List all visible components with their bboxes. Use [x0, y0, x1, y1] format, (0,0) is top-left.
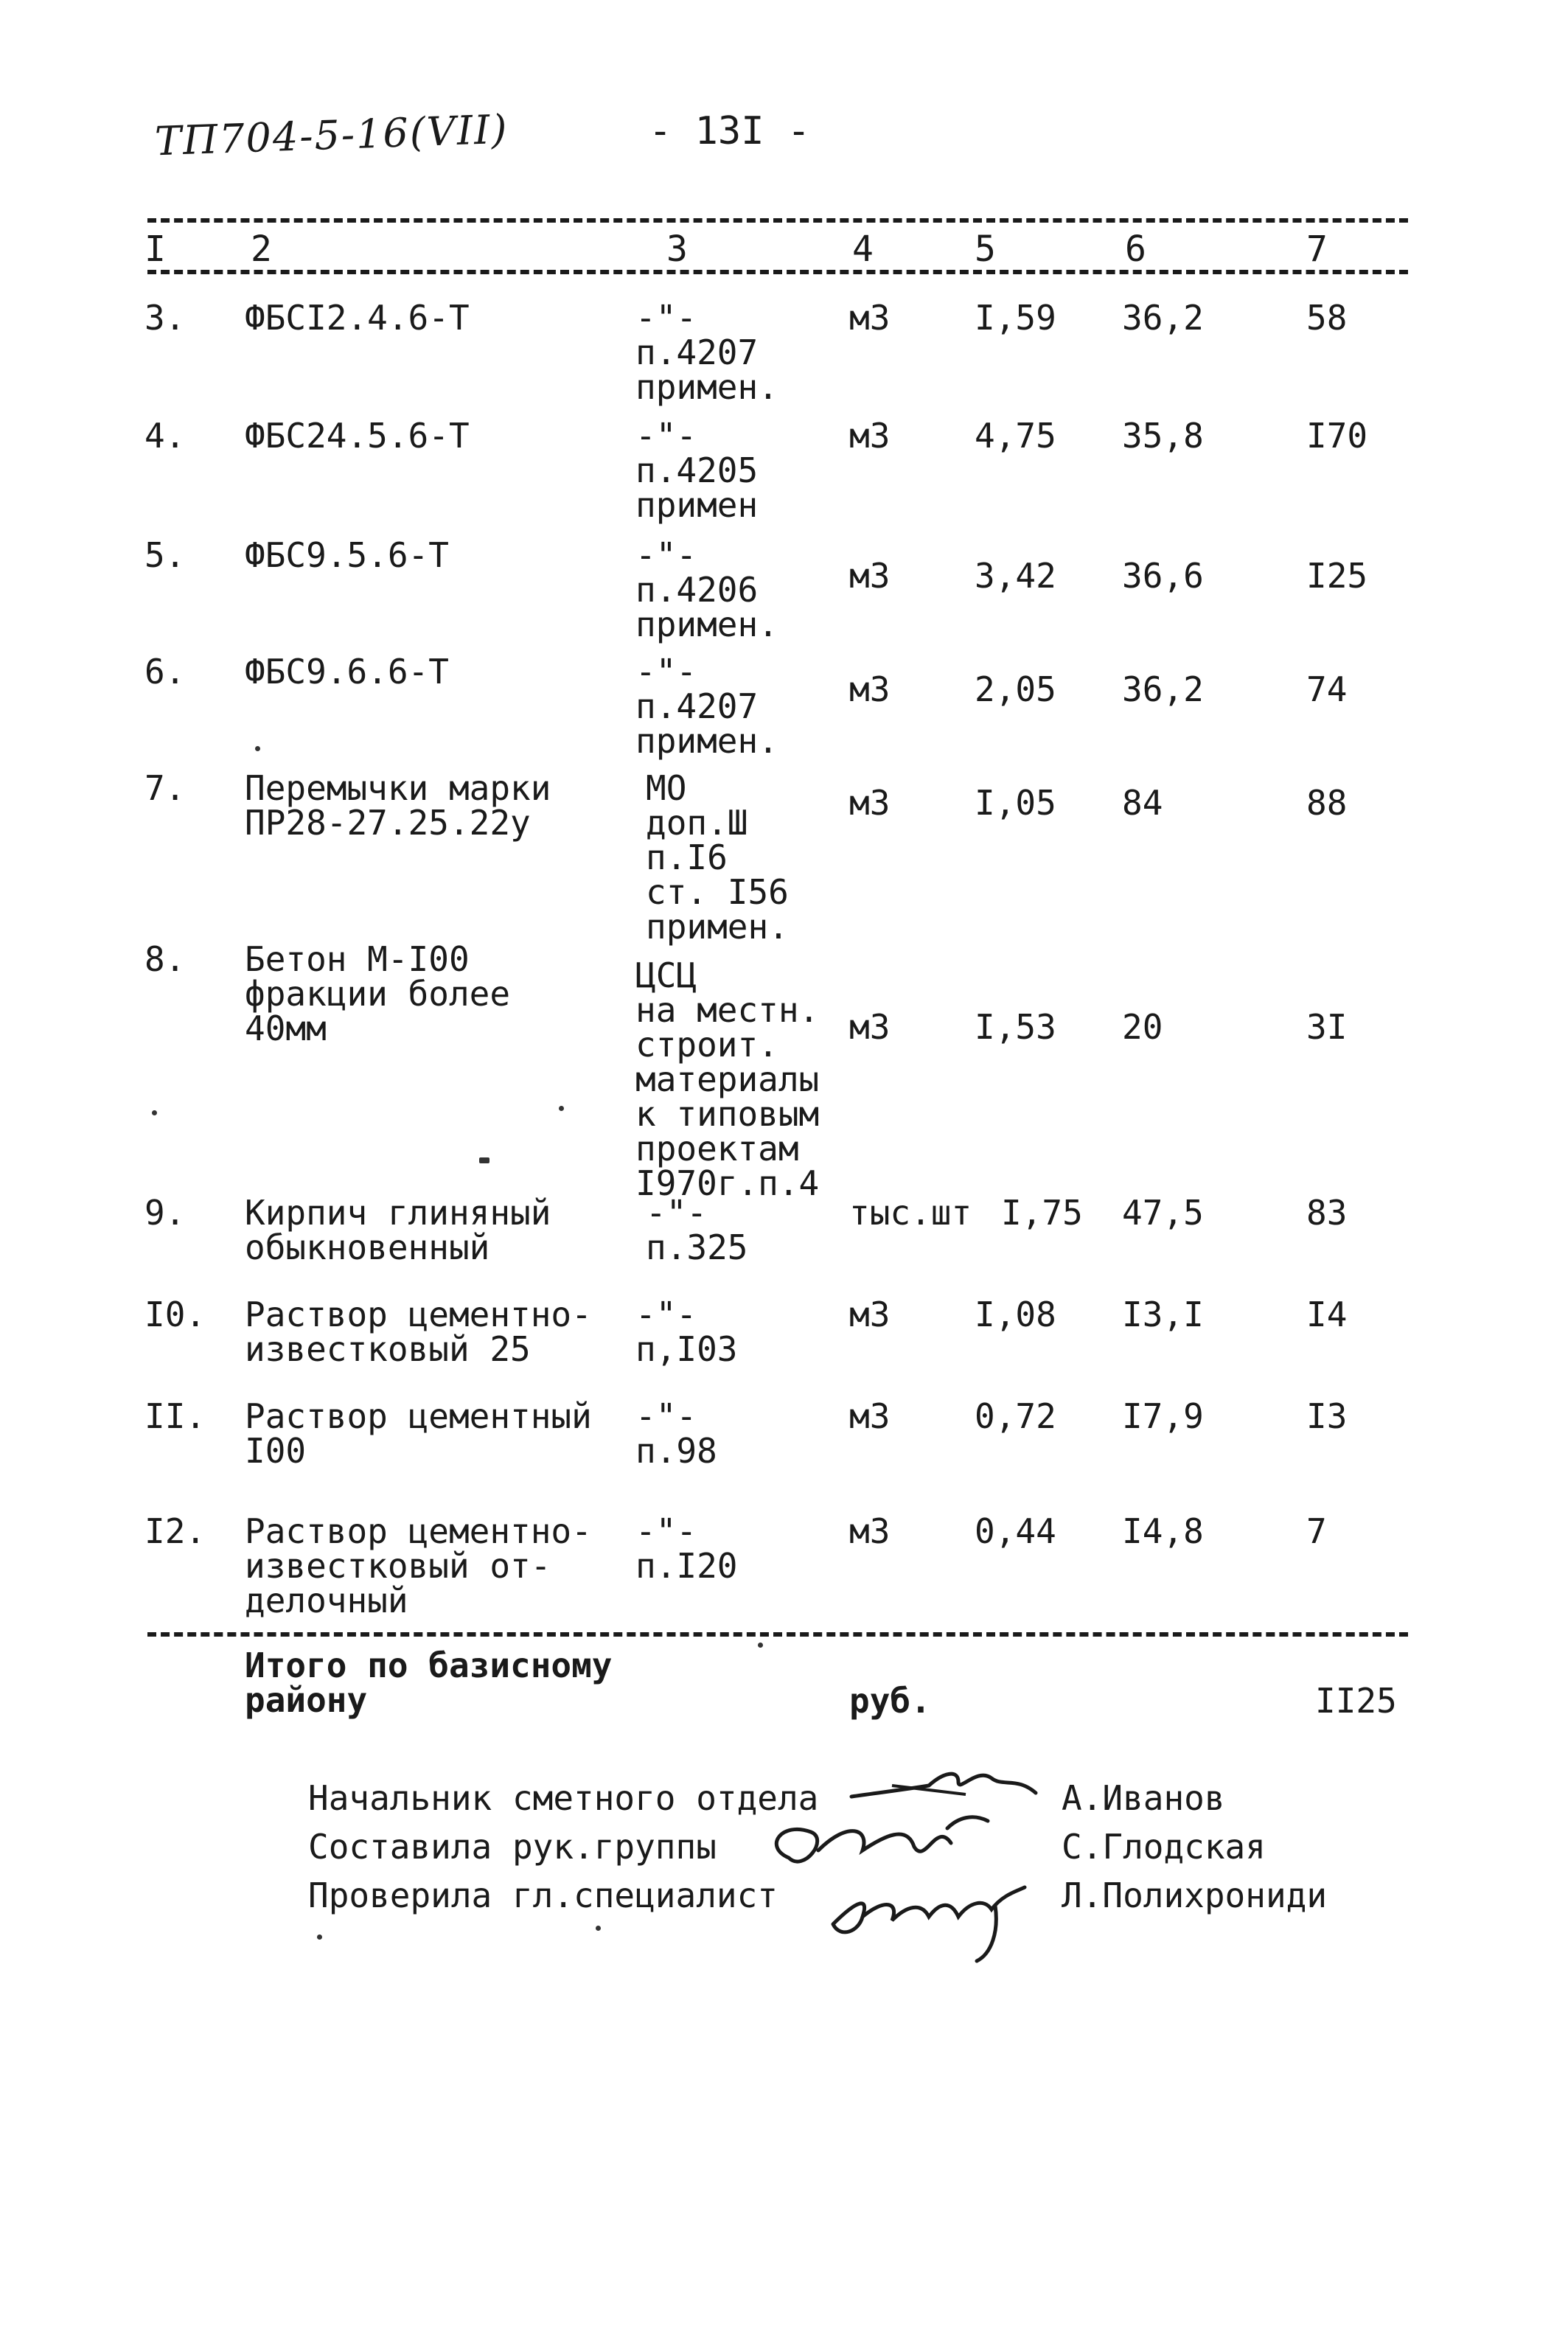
- quantity: 4,75: [975, 416, 1056, 456]
- table-row: [0, 1396, 1568, 1471]
- quantity: I,59: [975, 298, 1056, 338]
- header-top-rule: [147, 218, 1408, 223]
- row-number: 3.: [144, 298, 186, 338]
- row-number: 5.: [144, 535, 186, 575]
- price-basis: -"- п,I03: [635, 1295, 738, 1369]
- total-unit: руб.: [849, 1681, 931, 1721]
- unit-price: 47,5: [1122, 1193, 1204, 1233]
- price-basis: -"- п.4207 примен.: [635, 298, 778, 407]
- scan-speck: [596, 1926, 601, 1931]
- column-number: 4: [852, 229, 874, 270]
- scan-speck: [479, 1157, 489, 1163]
- price-basis: -"- п.4205 примен: [635, 416, 759, 525]
- row-number: I2.: [144, 1511, 206, 1551]
- quantity: I,75: [1001, 1193, 1083, 1233]
- item-name: ФБС9.5.6-Т: [245, 535, 449, 575]
- total: 3I: [1306, 1007, 1348, 1047]
- unit-price: 36,6: [1122, 556, 1204, 596]
- price-basis: МО доп.Ш п.I6 ст. I56 примен.: [646, 768, 789, 947]
- column-number: 3: [666, 229, 688, 270]
- unit: м3: [849, 1511, 891, 1551]
- unit: м3: [849, 1295, 891, 1334]
- row-number: I0.: [144, 1295, 206, 1334]
- table-row: [0, 939, 1568, 1203]
- unit-price: 36,2: [1122, 669, 1204, 709]
- row-number: 8.: [144, 939, 186, 979]
- document-code: ТП704-5-16(VII): [154, 105, 509, 165]
- table-row: [0, 1295, 1568, 1369]
- total: I4: [1306, 1295, 1348, 1334]
- column-number: 6: [1125, 229, 1146, 270]
- column-number: 2: [251, 229, 272, 270]
- total: 83: [1306, 1193, 1348, 1233]
- total: 58: [1306, 298, 1348, 338]
- unit: тыс.шт: [849, 1193, 972, 1233]
- quantity: 0,44: [975, 1511, 1056, 1551]
- unit-price: 35,8: [1122, 416, 1204, 456]
- total: 74: [1306, 669, 1348, 709]
- scan-speck: [152, 1110, 157, 1115]
- signature-role: Проверила гл.специалист: [308, 1875, 778, 1915]
- price-basis: -"- п.I20: [635, 1511, 738, 1586]
- total: 7: [1306, 1511, 1327, 1551]
- price-basis: ЦСЦ на местн. строит. материалы к типовым проектам I970г.п.4: [635, 955, 820, 1203]
- total-rule: [147, 1632, 1408, 1637]
- item-name: Бетон М-I00 фракции более 40мм: [245, 939, 511, 1048]
- unit: м3: [849, 783, 891, 823]
- row-number: 9.: [144, 1193, 186, 1233]
- handwritten-signature: [818, 1873, 1039, 1968]
- column-number: 5: [975, 229, 996, 270]
- unit-price: I7,9: [1122, 1396, 1204, 1436]
- quantity: 0,72: [975, 1396, 1056, 1436]
- table-row: [0, 768, 1568, 947]
- row-number: II.: [144, 1396, 206, 1436]
- quantity: 3,42: [975, 556, 1056, 596]
- unit-price: 84: [1122, 783, 1163, 823]
- unit: м3: [849, 1007, 891, 1047]
- item-name: Перемычки марки ПР28-27.25.22у: [245, 768, 551, 843]
- total: I3: [1306, 1396, 1348, 1436]
- item-name: ФБС9.6.6-Т: [245, 652, 449, 692]
- header-bottom-rule: [147, 270, 1408, 274]
- scan-speck: [559, 1106, 564, 1111]
- quantity: I,05: [975, 783, 1056, 823]
- item-name: Раствор цементно- известковый от- делочный: [245, 1511, 592, 1620]
- total-label: Итого по базисному району: [245, 1645, 613, 1720]
- unit-price: 36,2: [1122, 298, 1204, 338]
- signatory-name: С.Глодская: [1062, 1827, 1266, 1867]
- unit: м3: [849, 416, 891, 456]
- item-name: Раствор цементный I00: [245, 1396, 592, 1471]
- table-row: [0, 1511, 1568, 1620]
- unit: м3: [849, 298, 891, 338]
- price-basis: -"- п.4207 примен.: [635, 652, 778, 761]
- item-name: ФБСI2.4.6-Т: [245, 298, 470, 338]
- signature-role: Составила рук.группы: [308, 1827, 717, 1867]
- item-name: ФБС24.5.6-Т: [245, 416, 470, 456]
- signatory-name: Л.Полихрониди: [1062, 1875, 1328, 1915]
- signature-role: Начальник сметного отдела: [308, 1778, 819, 1818]
- unit-price: I3,I: [1122, 1295, 1204, 1334]
- total: I25: [1306, 556, 1368, 596]
- unit-price: 20: [1122, 1007, 1163, 1047]
- page-number: - 13I -: [649, 109, 811, 153]
- price-basis: -"- п.98: [635, 1396, 717, 1471]
- total-row: [0, 1645, 1568, 1721]
- row-number: 4.: [144, 416, 186, 456]
- quantity: 2,05: [975, 669, 1056, 709]
- quantity: I,08: [975, 1295, 1056, 1334]
- unit-price: I4,8: [1122, 1511, 1204, 1551]
- price-basis: -"- п.325: [646, 1193, 748, 1267]
- total: I70: [1306, 416, 1368, 456]
- scan-speck: [317, 1934, 322, 1940]
- total: 88: [1306, 783, 1348, 823]
- price-basis: -"- п.4206 примен.: [635, 535, 778, 644]
- scan-speck: [758, 1643, 763, 1648]
- item-name: Раствор цементно- известковый 25: [245, 1295, 592, 1369]
- column-number: 7: [1306, 229, 1328, 270]
- total-value: II25: [1315, 1681, 1397, 1721]
- scan-speck: [255, 746, 260, 751]
- table-row: [0, 652, 1568, 761]
- unit: м3: [849, 556, 891, 596]
- table-row: [0, 416, 1568, 525]
- table-row: [0, 535, 1568, 644]
- row-number: 6.: [144, 652, 186, 692]
- table-row: [0, 1193, 1568, 1267]
- quantity: I,53: [975, 1007, 1056, 1047]
- column-number: I: [144, 229, 166, 270]
- signatory-name: А.Иванов: [1062, 1778, 1225, 1818]
- unit: м3: [849, 1396, 891, 1436]
- item-name: Кирпич глиняный обыкновенный: [245, 1193, 551, 1267]
- table-row: [0, 298, 1568, 407]
- unit: м3: [849, 669, 891, 709]
- row-number: 7.: [144, 768, 186, 808]
